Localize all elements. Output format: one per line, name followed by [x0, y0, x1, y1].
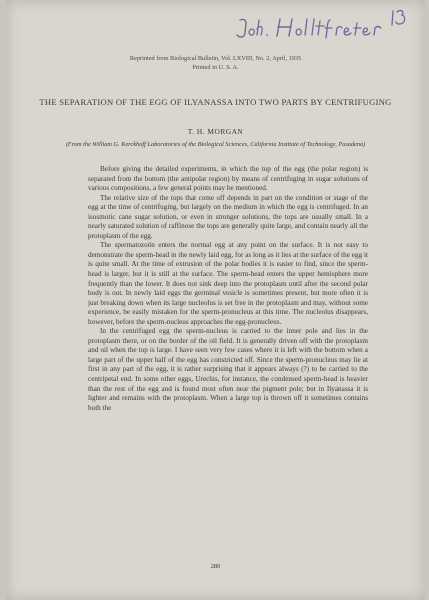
article-author: T. H. MORGAN [187, 127, 244, 136]
page-number: 280 [210, 563, 221, 570]
paragraph: Before giving the detailed experiments, in which the top of the egg (the polar region) is separated from the bottom (the antipolar region) by means of centrifuging in sugar solutions of various compositions, a few general points may be mentioned. [88, 165, 368, 193]
paragraph: The relative size of the tops that come off depends in part on the condition or stage of the egg at the time of centrifuging, but largely on the medium in which the egg is centrifuged. In an isosmotic cane sugar solution, or even in stronger solutions, the tops are usually small. In a nearly saturated solution of raffinose the tops are generally quite large, and contain nearly all the protoplasm of the egg. [88, 193, 368, 240]
paragraph: The spermatozoön enters the normal egg at any point on the surface. It is not easy to demonstrate the sperm-head in the newly laid egg, for as long as it lies at the surface of the egg it is quite small. At the time of extrusion of the polar bodies it is easier to find, since the sperm-head is larger, but it is still at the surface. The sperm-head enters the upper hemisphere more frequently than the lower. It does not sink deep into the protoplasm until after the second polar body is out. In newly laid eggs the germinal vesicle is sometimes present, but more often it is just breaking down when its large nucleolus is set free in the protoplasm and may, without some experience, be easily mistaken for the sperm-pronucleus at this time. The nucleolus disappears, however, before the sperm-nucleus approaches the egg-pronucleus. [88, 241, 368, 326]
author-affiliation: (From the William G. Kerckhoff Laboratories of the Biological Sciences, California Institute of Technology, Pasadena) [65, 141, 366, 148]
paragraph: In the centrifuged egg the sperm-nucleus is carried to the inner pole and lies in the protoplasm there, or on the border of the oil field. It is generally driven off with the protoplasm and oil when the top is large. I have seen very few cases where it is left with the bottom when a large part of the upper half of the egg has constricted off. Since the sperm-pronucleus may lie at first in any part of the egg, it is rather surprising that it appears always (?) to be carried to the centripetal end. In some other eggs, Urechis, for instance, the condensed sperm-head is heavier than the rest of the egg and is found most often near the pigment pole; but in Ilyanassa it is lighter and remains with the protoplasm. When a large top is thrown off it sometimes contains both the [88, 327, 368, 412]
handwritten-signature [234, 15, 394, 41]
journal-page [6, 0, 425, 600]
reprint-note [6, 55, 425, 72]
printed-in-note: Printed in U. S. A. [192, 63, 239, 71]
reprint-citation: Reprinted from Biological Bulletin, Vol. LXVIII, No. 2, April, 1935 [129, 55, 302, 62]
article-title: THE SEPARATION OF THE EGG OF ILYANASSA INTO TWO PARTS BY CENTRIFUGING [39, 97, 392, 107]
article-body [88, 165, 368, 413]
handwritten-number [388, 7, 410, 29]
